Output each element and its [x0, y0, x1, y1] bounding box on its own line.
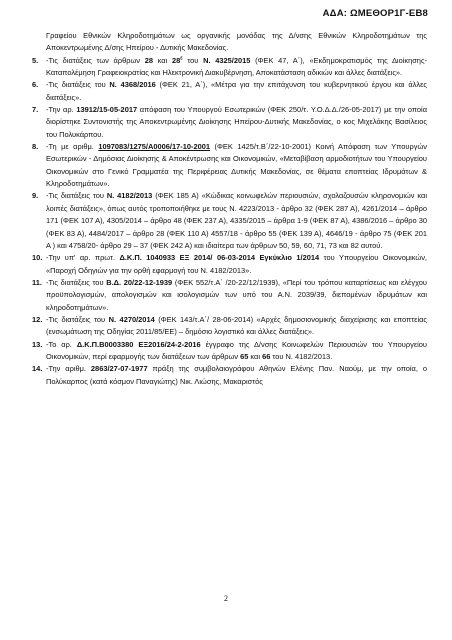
item-text: και [152, 55, 172, 65]
item-text: -Τις διατάξεις των άρθρων [46, 55, 145, 65]
item-text: (ΦΕΚ 21, Α΄), «Μέτρα για την επιτάχυνση του κυβερνητικού έργου και άλλες διατάξεις». [46, 80, 427, 102]
item-text: του [182, 55, 204, 65]
article-ref: 65 [240, 351, 249, 361]
item-number: 13. [32, 339, 43, 349]
ada-code: ΑΔΑ: ΩΜΕΘΟΡ1Γ-ΕΒ8 [322, 8, 428, 19]
item-14 [32, 363, 427, 388]
item-number: 11. [32, 277, 42, 287]
item-number: 6. [32, 80, 39, 90]
item-text: -Τις διατάξεις του [46, 80, 110, 90]
item-text: -Τις διατάξεις του [46, 191, 107, 201]
item-9 [32, 190, 427, 252]
intro-paragraph: Γραφείου Εθνικών Κληροδοτημάτων ως οργανικής μονάδας της Δ/νσης Εθνικών Κληροδοτημάτων της Αποκεντρωμένης Δ/σης Ηπείρου - Δυτικής Μακεδονίας. [46, 31, 427, 53]
circular-ref: Δ.Κ.Π. 1040933 ΕΞ 2014/ 06-03-2014 Εγκύκλιο 1/2014 [119, 253, 320, 263]
law-ref: Ν. 4182/2013 [106, 191, 153, 201]
item-6 [32, 79, 427, 104]
item-5 [32, 55, 427, 80]
article-ref: 28 [144, 55, 153, 65]
item-text: -Τις διατάξεις του [46, 314, 109, 324]
item-number: 14. [32, 364, 43, 374]
item-10 [32, 252, 427, 277]
item-13 [32, 339, 427, 364]
item-text: -Την αριθμ. [46, 364, 91, 374]
law-ref: Ν. 4325/2015 [203, 55, 251, 65]
decision-ref: 1097083/1275/Α0006/17-10-2001 [98, 142, 211, 152]
item-12 [32, 314, 427, 339]
item-number: 7. [32, 105, 39, 115]
superscript: ε [180, 55, 183, 62]
document-body [32, 30, 427, 388]
decree-ref: Β.Δ. 20/22-12-1939 [106, 277, 173, 287]
item-text: -Τη με αριθμ. [46, 142, 99, 152]
item-text: έγγραφο της Δ/νσης Κοινωφελών Περιουσιών του Υπουργείου Οικονομικών, περί εφαρμογής των διατάξεων των άρθρων [46, 339, 427, 361]
item-text: (ΦΕΚ 47, Α΄), «Εκδημοκρατισμός της Διοίκησης-Καταπολέμηση Γραφειοκρατίας και Ηλεκτρονική Διακυβέρνηση, Αποκατάσταση αδικιών και άλλες διατάξεις». [46, 55, 428, 78]
item-text: (ΦΕΚ 1425/τ.Β΄/22-10-2001) Κοινή Απόφαση των Υπουργών Εσωτερικών - Δημόσιας Διοίκησης & Αποκέντρωσης και Οικονομικών, «Μεταβίβαση αρμοδιοτήτων του Υπουργείου Οικονομικών στο Γενικό Γραμματέα της Περιφέρειας Δυτικής Μακεδονίας, σε θέματα εποπτείας Ιδρυμάτων & Κληροδοτημάτων». [46, 142, 427, 189]
page-number: 2 [224, 594, 228, 603]
item-text: και [248, 351, 263, 361]
article-ref: 66 [262, 351, 271, 361]
item-11 [32, 277, 427, 314]
item-number: 9. [32, 191, 39, 201]
article-ref: 28 [171, 55, 181, 65]
item-number: 10. [32, 253, 43, 263]
deed-ref: 2863/27-07-1977 [90, 364, 148, 374]
document-ref: Δ.Κ.Π.Β0003380 ΕΞ2016/24-2-2016 [76, 339, 201, 349]
item-text: -Την αρ. [46, 105, 77, 115]
item-text: -Την υπ' αρ. πρωτ. [46, 253, 120, 263]
item-text: (ΦΕΚ 143/τ.Α΄/ 28-06-2014) «Αρχές δημοσιονομικής διαχείρισης και εποπτείας (ενσωμάτωση της Οδηγίας 2011/85/ΕΕ) – δημόσιο λογιστικό και άλλες διατάξεις». [46, 314, 427, 337]
item-number: 12. [32, 314, 43, 324]
item-8 [32, 141, 427, 190]
item-text: (ΦΕΚ 552/τ.Α΄ /20-22/12/1939), «Περί του τρόπου καταρτίσεως και ελέγχου προϋπολογισμών, απολογισμών και ισολογισμών των υπό του Α.Ν. 2039/39, διεπομένων ιδρυμάτων και κληροδοτημάτων». [46, 277, 427, 312]
decision-ref: 13912/15-05-2017 [76, 105, 138, 115]
item-text: του Ν. 4182/2013. [270, 351, 333, 361]
item-7 [32, 104, 427, 141]
law-ref: Ν. 4368/2016 [109, 80, 156, 90]
item-text: -Το αρ. [46, 339, 77, 349]
item-text: πράξη της συμβολαιογράφου Αθηνών Ελένης Παν. Ναούμ, με την οποία, ο Πολύκαρπος (κατά κόσμον Παναγιώτης) Νικ. Λιώσης, Μακαριστός [46, 364, 427, 386]
item-number: 8. [32, 142, 39, 152]
item-text: -Τις διατάξεις του [46, 277, 107, 287]
item-number: 5. [32, 55, 39, 65]
item-text: απόφαση του Υπουργού Εσωτερικών (ΦΕΚ 250/τ. Υ.Ο.Δ.Δ./26-05-2017) με την οποία διορίστηκε Συντονιστής της Αποκεντρωμένης Διοίκησης Ηπείρου-Δυτικής Μακεδονίας, ο κος Μιχελάκης Βασίλειος του Πολυκάρπου. [46, 105, 428, 139]
item-text: του Υπουργείου Οικονομικών, «Παροχή Οδηγιών για την ορθή εφαρμογή του Ν. 4182/2013». [46, 253, 427, 275]
law-ref: Ν. 4270/2014 [108, 314, 155, 324]
item-text: (ΦΕΚ 185 Α) «Κώδικας κοινωφελών περιουσιών, σχολαζουσών κληρονομιών και λοιπές διατάξεις», όπως αυτός τροποποιήθηκε με τους Ν. 4223/2013 - άρθρο 32 (ΦΕΚ 287 Α), 4261/2014 – άρθρο 171 (ΦΕΚ 107 Α), 4305/2014 – άρθρο 48 (ΦΕΚ 237 Α), 4335/2015 – άρθρα 1-9 (ΦΕΚ 87 Α), 4386/2016 – άρθρο 30 (ΦΕΚ 83 Α), 4484/2017 – άρθρο 28 (ΦΕΚ 110 Α) 4557/18 - άρθρο 55 (ΦΕΚ 139 Α), 4646/19 - άρθρο 75 (ΦΕΚ 201 Α ) και 4758/20- άρθρο 29 – 37 (ΦΕΚ 242 Α) και ιδιαίτερα των άρθρων 50, 59, 60, 71, 73 και 82 αυτού. [46, 191, 428, 250]
